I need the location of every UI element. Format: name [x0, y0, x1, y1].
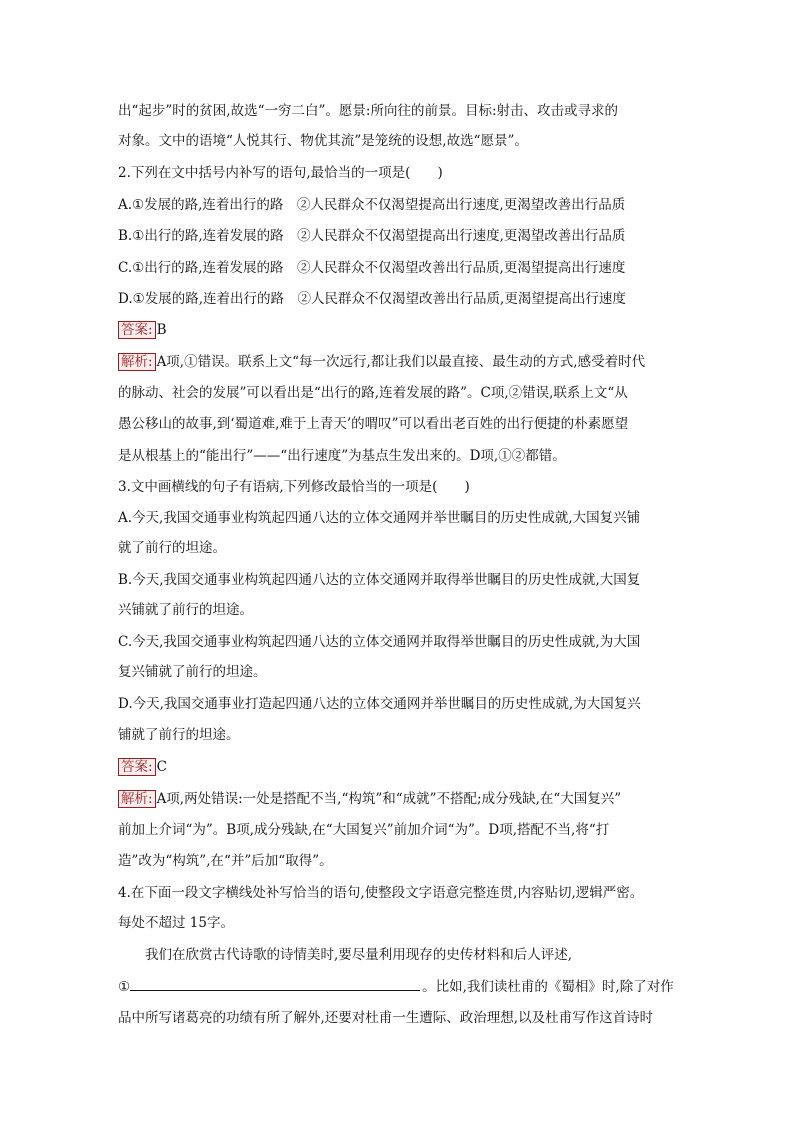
text-line: 是从根基上的“能出行”——“出行速度”为基点生发出来的。D项,①②都错。 [118, 448, 566, 464]
analysis-text: A项,两处错误:一处是搭配不当,“构筑”和“成就”不搭配;成分残缺,在“大国复兴” [156, 791, 622, 807]
answer-line [118, 757, 678, 777]
question-2-stem: 2.下列在文中括号内补写的语句,最恰当的一项是( ) [118, 165, 443, 181]
answer-line [118, 320, 678, 340]
option-d: D.今天,我国交通事业打造起四通八达的立体交通网并举世瞩目的历史性成就,为大国复兴 [118, 696, 641, 712]
analysis-line [118, 352, 678, 372]
passage-text: 。比如,我们读杜甫的《蜀相》时,除了对作 [422, 979, 674, 995]
analysis-text: A项,①错误。联系上文“每一次远行,都让我们以最直接、最生动的方式,感受着时代 [156, 354, 646, 370]
analysis-label: 解析: [118, 790, 156, 808]
option-b: B.①出行的路,连着发展的路 ②人民群众不仅渴望提高出行速度,更渴望改善出行品质 [118, 228, 626, 244]
analysis-label: 解析: [118, 353, 156, 371]
option-b: B.今天,我国交通事业构筑起四通八达的立体交通网并取得举世瞩目的历史性成就,大国复 [118, 572, 641, 588]
answer-value: C [156, 759, 167, 775]
text-line: 出“起步”时的贫困,故选“一穷二白”。愿景:所向往的前景。目标:射击、攻击或寻求的 [118, 103, 618, 119]
option-c-cont: 复兴铺就了前行的坦途。 [118, 664, 267, 680]
answer-label: 答案: [118, 321, 156, 339]
text-line: 愚公移山的故事,到‘蜀道难,难于上青天’的喟叹”可以看出老百姓的出行便捷的朴素愿望 [118, 416, 629, 432]
option-c: C.①出行的路,连着发展的路 ②人民群众不仅渴望改善出行品质,更渴望提高出行速度 [118, 260, 626, 276]
option-c: C.今天,我国交通事业构筑起四通八达的立体交通网并取得举世瞩目的历史性成就,为大国 [118, 634, 641, 650]
passage-blank-line [118, 976, 678, 997]
text-line: 前加上介词“为”。B项,成分残缺,在“大国复兴”前加介词“为”。D项,搭配不当,将“打 [118, 822, 610, 838]
option-a: A.①发展的路,连着出行的路 ②人民群众不仅渴望提高出行速度,更渴望改善出行品质 [118, 197, 626, 213]
text-line: 对象。文中的语境“人悦其行、物优其流”是笼统的设想,故选“愿景”。 [118, 133, 528, 149]
passage-line: 品中所写诸葛亮的功绩有所了解外,还要对杜甫一生遭际、政治理想,以及杜甫写作这首诗时 [118, 1010, 654, 1026]
option-b-cont: 兴铺就了前行的坦途。 [118, 602, 253, 618]
question-4-stem: 4.在下面一段文字横线处补写恰当的语句,使整段文字语意完整连贯,内容贴切,逻辑严密。 [118, 885, 644, 901]
passage-line: 我们在欣赏古代诗歌的诗情美时,要尽量利用现存的史传材料和后人评述, [118, 947, 573, 963]
blank-marker: ① [118, 979, 131, 995]
analysis-line [118, 789, 678, 809]
text-line: 的脉动、社会的发展”可以看出是“出行的路,连着发展的路”。C项,②错误,联系上文“从 [118, 385, 628, 401]
text-line: 造”改为“构筑”,在“并”后加“取得”。 [118, 853, 333, 869]
option-a: A.今天,我国交通事业构筑起四通八达的立体交通网并举世瞩目的历史性成就,大国复兴铺 [118, 510, 641, 526]
option-d: D.①发展的路,连着出行的路 ②人民群众不仅渴望改善出行品质,更渴望提高出行速度 [118, 291, 626, 307]
question-4-stem-cont: 每处不超过 15字。 [118, 915, 234, 931]
question-3-stem: 3.文中画横线的句子有语病,下列修改最恰当的一项是( ) [118, 479, 470, 495]
fill-blank-1[interactable] [130, 976, 420, 991]
answer-value: B [156, 322, 167, 338]
option-a-cont: 就了前行的坦途。 [118, 540, 226, 556]
answer-label: 答案: [118, 758, 156, 776]
option-d-cont: 铺就了前行的坦途。 [118, 727, 240, 743]
